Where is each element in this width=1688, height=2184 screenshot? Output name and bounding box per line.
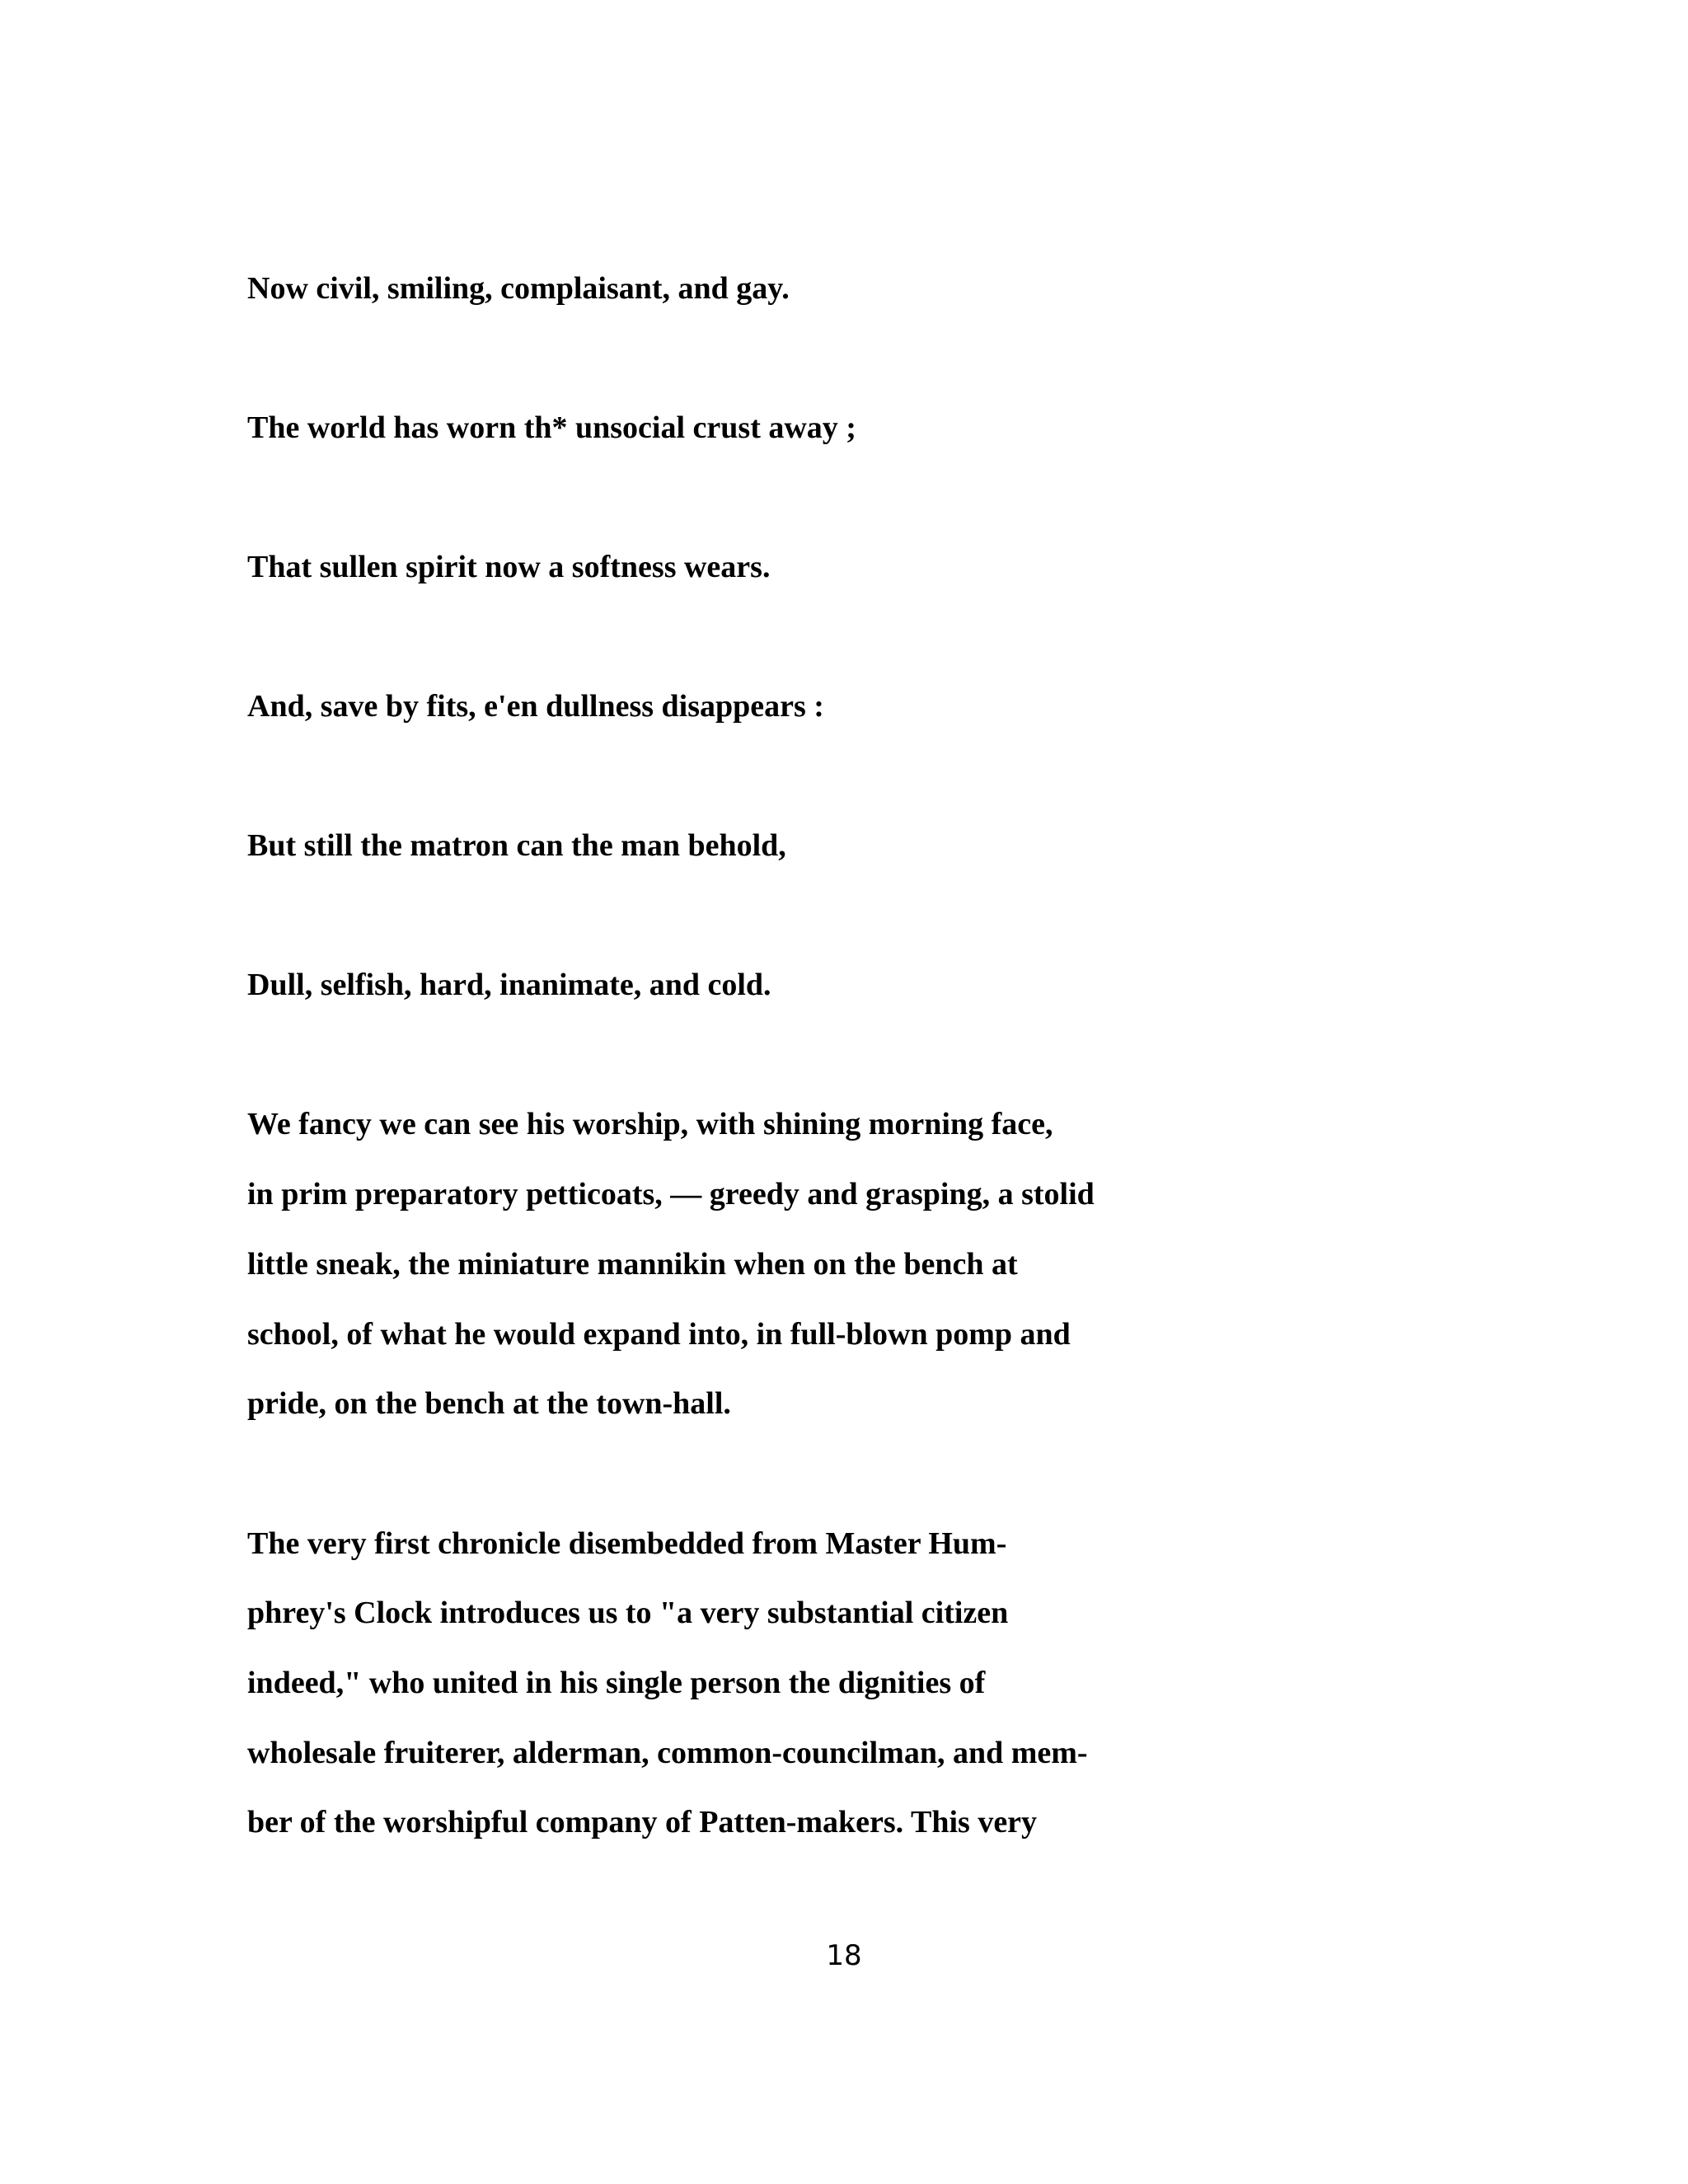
verse-line: But still the matron can the man behold, bbox=[247, 828, 786, 863]
paragraph-line: phrey's Clock introduces us to "a very substantial citizen bbox=[247, 1596, 1009, 1630]
paragraph-line: ber of the worshipful company of Patten-makers. This very bbox=[247, 1805, 1038, 1840]
verse-line: The world has worn th* unsocial crust away ; bbox=[247, 410, 856, 445]
verse-line: Now civil, smiling, complaisant, and gay. bbox=[247, 271, 790, 306]
verse-line: Dull, selfish, hard, inanimate, and cold. bbox=[247, 968, 771, 1002]
paragraph-line: little sneak, the miniature mannikin when on the bench at bbox=[247, 1247, 1018, 1282]
verse-line: That sullen spirit now a softness wears. bbox=[247, 550, 771, 584]
paragraph-line: school, of what he would expand into, in full-blown pomp and bbox=[247, 1317, 1071, 1352]
paragraph-line: indeed," who united in his single person the dignities of bbox=[247, 1666, 986, 1700]
paragraph-line: wholesale fruiterer, alderman, common-councilman, and mem- bbox=[247, 1736, 1088, 1770]
verse-line: And, save by fits, e'en dullness disappears : bbox=[247, 689, 824, 724]
paragraph-line: in prim preparatory petticoats, — greedy and grasping, a stolid bbox=[247, 1177, 1095, 1212]
paragraph-line: pride, on the bench at the town-hall. bbox=[247, 1386, 731, 1421]
paragraph-line: We fancy we can see his worship, with shining morning face, bbox=[247, 1107, 1053, 1141]
page-number: 18 bbox=[826, 1939, 862, 1972]
paragraph-line: The very first chronicle disembedded from Master Hum- bbox=[247, 1526, 1007, 1561]
